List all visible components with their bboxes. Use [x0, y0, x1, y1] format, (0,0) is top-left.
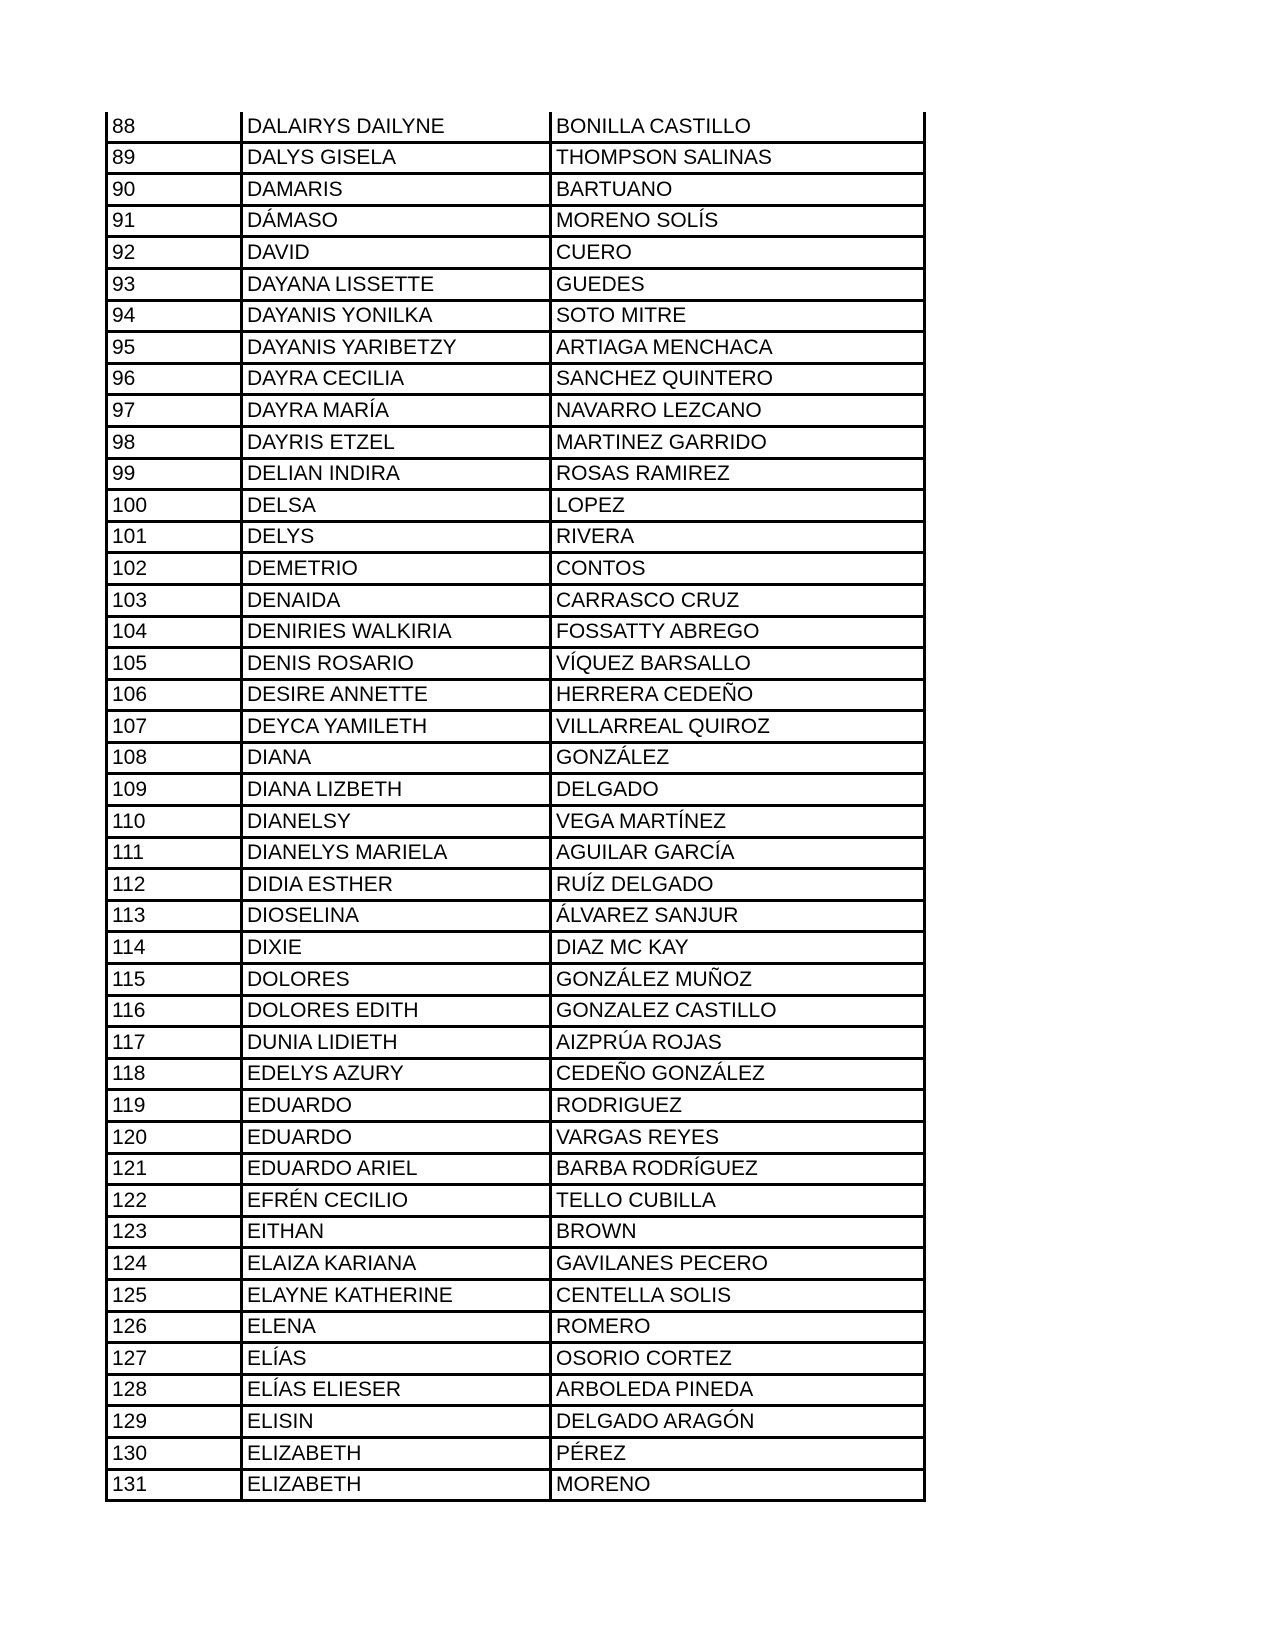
- table-row: [107, 584, 925, 616]
- first-name-cell: EDUARDO ARIEL: [242, 1153, 551, 1185]
- first-name-cell: DAMARIS: [242, 174, 551, 206]
- last-name-cell: BONILLA CASTILLO: [551, 112, 925, 142]
- table-row: [107, 995, 925, 1027]
- table-row: [107, 1469, 925, 1501]
- row-number-cell: 100: [107, 490, 242, 522]
- table-row: [107, 648, 925, 680]
- last-name-cell: ROSAS RAMIREZ: [551, 458, 925, 490]
- table-row: [107, 869, 925, 901]
- first-name-cell: EDELYS AZURY: [242, 1058, 551, 1090]
- table-row: [107, 679, 925, 711]
- names-table: [105, 112, 926, 1502]
- table-row: [107, 806, 925, 838]
- table-row: [107, 1153, 925, 1185]
- first-name-cell: EDUARDO: [242, 1122, 551, 1154]
- last-name-cell: MARTINEZ GARRIDO: [551, 426, 925, 458]
- last-name-cell: PÉREZ: [551, 1437, 925, 1469]
- last-name-cell: GAVILANES PECERO: [551, 1248, 925, 1280]
- first-name-cell: DENIRIES WALKIRIA: [242, 616, 551, 648]
- row-number-cell: 93: [107, 268, 242, 300]
- row-number-cell: 109: [107, 774, 242, 806]
- row-number-cell: 110: [107, 806, 242, 838]
- first-name-cell: DAYRA MARÍA: [242, 395, 551, 427]
- last-name-cell: CONTOS: [551, 553, 925, 585]
- first-name-cell: DIANELSY: [242, 806, 551, 838]
- first-name-cell: DELYS: [242, 521, 551, 553]
- row-number-cell: 108: [107, 742, 242, 774]
- first-name-cell: EFRÉN CECILIO: [242, 1185, 551, 1217]
- first-name-cell: DENAIDA: [242, 584, 551, 616]
- row-number-cell: 126: [107, 1311, 242, 1343]
- row-number-cell: 102: [107, 553, 242, 585]
- last-name-cell: CARRASCO CRUZ: [551, 584, 925, 616]
- row-number-cell: 115: [107, 964, 242, 996]
- row-number-cell: 111: [107, 837, 242, 869]
- row-number-cell: 120: [107, 1122, 242, 1154]
- table-row: [107, 1090, 925, 1122]
- table-row: [107, 268, 925, 300]
- table-row: [107, 332, 925, 364]
- last-name-cell: AIZPRÚA ROJAS: [551, 1027, 925, 1059]
- table-row: [107, 1185, 925, 1217]
- table-row: [107, 363, 925, 395]
- last-name-cell: CEDEÑO GONZÁLEZ: [551, 1058, 925, 1090]
- table-row: [107, 837, 925, 869]
- row-number-cell: 106: [107, 679, 242, 711]
- last-name-cell: HERRERA CEDEÑO: [551, 679, 925, 711]
- last-name-cell: RODRIGUEZ: [551, 1090, 925, 1122]
- first-name-cell: DOLORES EDITH: [242, 995, 551, 1027]
- table-row: [107, 1374, 925, 1406]
- last-name-cell: LOPEZ: [551, 490, 925, 522]
- first-name-cell: DEYCA YAMILETH: [242, 711, 551, 743]
- last-name-cell: AGUILAR GARCÍA: [551, 837, 925, 869]
- last-name-cell: RUÍZ DELGADO: [551, 869, 925, 901]
- row-number-cell: 117: [107, 1027, 242, 1059]
- table-row: [107, 300, 925, 332]
- last-name-cell: VILLARREAL QUIROZ: [551, 711, 925, 743]
- row-number-cell: 99: [107, 458, 242, 490]
- first-name-cell: DIDIA ESTHER: [242, 869, 551, 901]
- table-row: [107, 774, 925, 806]
- row-number-cell: 91: [107, 205, 242, 237]
- last-name-cell: SANCHEZ QUINTERO: [551, 363, 925, 395]
- last-name-cell: RIVERA: [551, 521, 925, 553]
- first-name-cell: DALYS GISELA: [242, 142, 551, 174]
- table-row: [107, 142, 925, 174]
- last-name-cell: MORENO SOLÍS: [551, 205, 925, 237]
- first-name-cell: DIANA LIZBETH: [242, 774, 551, 806]
- first-name-cell: DELSA: [242, 490, 551, 522]
- first-name-cell: DOLORES: [242, 964, 551, 996]
- row-number-cell: 112: [107, 869, 242, 901]
- first-name-cell: DIOSELINA: [242, 900, 551, 932]
- first-name-cell: ELÍAS: [242, 1343, 551, 1375]
- first-name-cell: ELAIZA KARIANA: [242, 1248, 551, 1280]
- first-name-cell: DÁMASO: [242, 205, 551, 237]
- first-name-cell: DAYRIS ETZEL: [242, 426, 551, 458]
- row-number-cell: 101: [107, 521, 242, 553]
- row-number-cell: 127: [107, 1343, 242, 1375]
- last-name-cell: OSORIO CORTEZ: [551, 1343, 925, 1375]
- first-name-cell: DAYANIS YONILKA: [242, 300, 551, 332]
- last-name-cell: CENTELLA SOLIS: [551, 1279, 925, 1311]
- table-row: [107, 711, 925, 743]
- table-row: [107, 490, 925, 522]
- first-name-cell: EITHAN: [242, 1216, 551, 1248]
- first-name-cell: DENIS ROSARIO: [242, 648, 551, 680]
- first-name-cell: DIXIE: [242, 932, 551, 964]
- names-table-body: [107, 112, 925, 1501]
- table-row: [107, 1027, 925, 1059]
- row-number-cell: 89: [107, 142, 242, 174]
- table-row: [107, 521, 925, 553]
- table-row: [107, 932, 925, 964]
- first-name-cell: ELIZABETH: [242, 1469, 551, 1501]
- row-number-cell: 130: [107, 1437, 242, 1469]
- row-number-cell: 129: [107, 1406, 242, 1438]
- last-name-cell: BROWN: [551, 1216, 925, 1248]
- row-number-cell: 119: [107, 1090, 242, 1122]
- table-row: [107, 205, 925, 237]
- row-number-cell: 104: [107, 616, 242, 648]
- table-row: [107, 395, 925, 427]
- first-name-cell: ELENA: [242, 1311, 551, 1343]
- row-number-cell: 103: [107, 584, 242, 616]
- row-number-cell: 88: [107, 112, 242, 142]
- first-name-cell: DIANA: [242, 742, 551, 774]
- row-number-cell: 116: [107, 995, 242, 1027]
- first-name-cell: DEMETRIO: [242, 553, 551, 585]
- row-number-cell: 123: [107, 1216, 242, 1248]
- last-name-cell: VÍQUEZ BARSALLO: [551, 648, 925, 680]
- last-name-cell: ARBOLEDA PINEDA: [551, 1374, 925, 1406]
- table-row: [107, 1122, 925, 1154]
- first-name-cell: ELISIN: [242, 1406, 551, 1438]
- last-name-cell: VEGA MARTÍNEZ: [551, 806, 925, 838]
- table-row: [107, 237, 925, 269]
- table-row: [107, 964, 925, 996]
- last-name-cell: MORENO: [551, 1469, 925, 1501]
- first-name-cell: ELAYNE KATHERINE: [242, 1279, 551, 1311]
- last-name-cell: SOTO MITRE: [551, 300, 925, 332]
- first-name-cell: DAVID: [242, 237, 551, 269]
- last-name-cell: GUEDES: [551, 268, 925, 300]
- first-name-cell: DUNIA LIDIETH: [242, 1027, 551, 1059]
- last-name-cell: GONZÁLEZ MUÑOZ: [551, 964, 925, 996]
- first-name-cell: ELÍAS ELIESER: [242, 1374, 551, 1406]
- table-row: [107, 1248, 925, 1280]
- first-name-cell: DALAIRYS DAILYNE: [242, 112, 551, 142]
- table-row: [107, 112, 925, 142]
- last-name-cell: TELLO CUBILLA: [551, 1185, 925, 1217]
- last-name-cell: VARGAS REYES: [551, 1122, 925, 1154]
- table-row: [107, 1437, 925, 1469]
- table-row: [107, 1343, 925, 1375]
- table-row: [107, 1311, 925, 1343]
- last-name-cell: THOMPSON SALINAS: [551, 142, 925, 174]
- row-number-cell: 121: [107, 1153, 242, 1185]
- first-name-cell: DAYANIS YARIBETZY: [242, 332, 551, 364]
- row-number-cell: 128: [107, 1374, 242, 1406]
- table-row: [107, 458, 925, 490]
- last-name-cell: DELGADO ARAGÓN: [551, 1406, 925, 1438]
- row-number-cell: 96: [107, 363, 242, 395]
- first-name-cell: DIANELYS MARIELA: [242, 837, 551, 869]
- row-number-cell: 105: [107, 648, 242, 680]
- first-name-cell: DELIAN INDIRA: [242, 458, 551, 490]
- last-name-cell: FOSSATTY ABREGO: [551, 616, 925, 648]
- table-row: [107, 426, 925, 458]
- first-name-cell: EDUARDO: [242, 1090, 551, 1122]
- row-number-cell: 97: [107, 395, 242, 427]
- last-name-cell: NAVARRO LEZCANO: [551, 395, 925, 427]
- row-number-cell: 92: [107, 237, 242, 269]
- first-name-cell: ELIZABETH: [242, 1437, 551, 1469]
- last-name-cell: GONZÁLEZ: [551, 742, 925, 774]
- row-number-cell: 125: [107, 1279, 242, 1311]
- row-number-cell: 98: [107, 426, 242, 458]
- row-number-cell: 122: [107, 1185, 242, 1217]
- last-name-cell: BARBA RODRÍGUEZ: [551, 1153, 925, 1185]
- first-name-cell: DESIRE ANNETTE: [242, 679, 551, 711]
- last-name-cell: GONZALEZ CASTILLO: [551, 995, 925, 1027]
- last-name-cell: CUERO: [551, 237, 925, 269]
- last-name-cell: ROMERO: [551, 1311, 925, 1343]
- row-number-cell: 94: [107, 300, 242, 332]
- row-number-cell: 124: [107, 1248, 242, 1280]
- table-row: [107, 1406, 925, 1438]
- table-row: [107, 553, 925, 585]
- table-row: [107, 742, 925, 774]
- row-number-cell: 107: [107, 711, 242, 743]
- row-number-cell: 131: [107, 1469, 242, 1501]
- table-row: [107, 1058, 925, 1090]
- first-name-cell: DAYRA CECILIA: [242, 363, 551, 395]
- table-row: [107, 174, 925, 206]
- table-row: [107, 616, 925, 648]
- row-number-cell: 113: [107, 900, 242, 932]
- row-number-cell: 114: [107, 932, 242, 964]
- last-name-cell: DELGADO: [551, 774, 925, 806]
- table-row: [107, 900, 925, 932]
- row-number-cell: 95: [107, 332, 242, 364]
- last-name-cell: ARTIAGA MENCHACA: [551, 332, 925, 364]
- table-row: [107, 1216, 925, 1248]
- row-number-cell: 90: [107, 174, 242, 206]
- first-name-cell: DAYANA LISSETTE: [242, 268, 551, 300]
- last-name-cell: BARTUANO: [551, 174, 925, 206]
- row-number-cell: 118: [107, 1058, 242, 1090]
- last-name-cell: DIAZ MC KAY: [551, 932, 925, 964]
- last-name-cell: ÁLVAREZ SANJUR: [551, 900, 925, 932]
- table-row: [107, 1279, 925, 1311]
